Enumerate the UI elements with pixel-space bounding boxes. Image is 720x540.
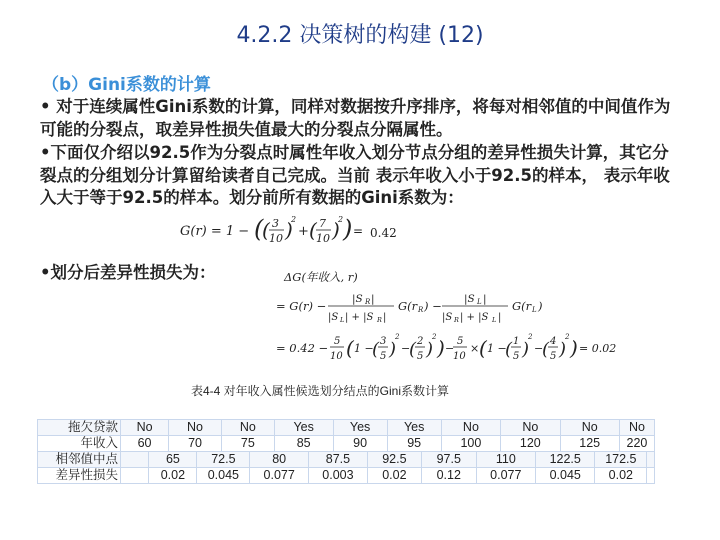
svg-text:2: 2 [395, 333, 400, 341]
svg-text:5: 5 [334, 336, 341, 347]
table-cell: 125 [560, 436, 619, 452]
svg-text:(: ( [505, 339, 513, 360]
table-cell-spacer [647, 468, 655, 484]
svg-text:): ) [343, 215, 353, 243]
svg-text:4: 4 [550, 336, 557, 347]
loss-formula-graphic [272, 268, 617, 368]
gini-table [37, 419, 655, 484]
svg-text:): ) [437, 336, 445, 360]
svg-text:): ) [389, 339, 397, 360]
svg-text:1 −: 1 − [354, 342, 374, 355]
table-row [38, 468, 655, 484]
svg-text:R: R [454, 316, 459, 324]
row-header: 相邻值中点 [38, 452, 121, 468]
svg-text:|: | [498, 312, 502, 323]
svg-text:(: ( [254, 215, 264, 243]
svg-text:): ) [426, 339, 434, 360]
table-cell: 90 [333, 436, 387, 452]
table-cell: 87.5 [309, 452, 368, 468]
table-cell: Yes [274, 420, 333, 436]
table-cell: 0.045 [197, 468, 250, 484]
table-cell: No [501, 420, 560, 436]
table-cell: 0.003 [309, 468, 368, 484]
table-cell: 97.5 [421, 452, 476, 468]
svg-text:R: R [377, 316, 382, 324]
svg-text:1: 1 [513, 336, 520, 347]
svg-text:2: 2 [338, 215, 344, 224]
row-header: 年收入 [38, 436, 121, 452]
svg-text:5: 5 [513, 351, 520, 362]
slide-title: 4.2.2 决策树的构建 (12) [236, 23, 484, 48]
table-cell: Yes [387, 420, 441, 436]
svg-text:G(r: G(r [398, 299, 418, 313]
svg-text:2: 2 [432, 333, 437, 341]
svg-text:|: | [483, 293, 487, 305]
table-cell: 72.5 [197, 452, 250, 468]
svg-text:|S: |S [328, 312, 339, 323]
svg-text:): ) [522, 339, 530, 360]
svg-text:3: 3 [272, 217, 279, 230]
svg-text:L: L [340, 316, 345, 324]
svg-text:2: 2 [565, 333, 570, 341]
svg-text:10: 10 [316, 232, 330, 245]
svg-text:R: R [365, 298, 371, 306]
row-header: 差异性损失 [38, 468, 121, 484]
table-cell: 0.02 [595, 468, 647, 484]
svg-text:7: 7 [319, 217, 326, 230]
table-cell: 220 [619, 436, 654, 452]
svg-text:−: − [534, 342, 544, 355]
table-row [38, 420, 655, 436]
table-cell: No [619, 420, 654, 436]
table-caption: 表4-4 对年收入属性候选划分结点的Gini系数计算 [190, 384, 450, 398]
svg-text:(: ( [309, 218, 317, 242]
gini-formula [180, 214, 370, 252]
table-cell: 0.02 [149, 468, 197, 484]
table-cell: 92.5 [367, 452, 421, 468]
table-cell-spacer [121, 452, 149, 468]
table-cell: No [169, 420, 222, 436]
svg-text:): ) [285, 218, 293, 242]
table-cell: 100 [441, 436, 500, 452]
svg-text:(: ( [542, 339, 550, 360]
svg-text:−: − [401, 342, 411, 355]
svg-text:1 −: 1 − [487, 342, 507, 355]
svg-text:|S: |S [352, 293, 363, 305]
svg-text:|S: |S [464, 293, 475, 305]
svg-text:10: 10 [269, 232, 283, 245]
svg-text:L: L [532, 306, 537, 314]
svg-text:) −: ) − [424, 299, 442, 313]
svg-text:5: 5 [550, 351, 557, 362]
table-cell: 122.5 [536, 452, 595, 468]
svg-text:| + |S: | + |S [460, 312, 489, 323]
svg-text:= 0.42 −: = 0.42 − [276, 341, 329, 355]
svg-text:G(r) = 1 −: G(r) = 1 − [180, 224, 250, 239]
loss-formula [272, 268, 617, 371]
table-cell: 95 [387, 436, 441, 452]
section-subtitle: （b）Gini系数的计算 [42, 75, 211, 95]
table-cell-spacer [647, 452, 655, 468]
svg-text:R: R [418, 306, 424, 314]
svg-text:= G(r) −: = G(r) − [276, 299, 327, 313]
svg-text:): ) [538, 299, 543, 313]
table-cell: 0.12 [421, 468, 476, 484]
table-cell: 85 [274, 436, 333, 452]
svg-text:): ) [332, 218, 340, 242]
table-cell: Yes [333, 420, 387, 436]
svg-text:5: 5 [380, 351, 387, 362]
paragraph-split-point: •下面仅介绍以92.5作为分裂点时属性年收入划分节点分组的差异性损失计算，其它分裂点的分组划分计算留给读者自己完成。当前 表示年收入小于92.5的样本， 表示年收入大于等于92.5的样本。划分前所有数据的Gini系数为： [40, 143, 670, 207]
svg-text:): ) [559, 339, 567, 360]
svg-text:−: − [445, 342, 455, 355]
table-cell: No [441, 420, 500, 436]
paragraph-loss: •划分后差异性损失为： [40, 263, 216, 282]
paragraph-continuous-attribute: • 对于连续属性Gini系数的计算，同样对数据按升序排序，将每对相邻值的中间值作为可能的分裂点，取差异性损失值最大的分裂点分隔属性。 [40, 97, 671, 139]
svg-text:10: 10 [453, 351, 466, 362]
svg-text:2: 2 [417, 336, 424, 347]
table-cell: No [560, 420, 619, 436]
table-cell: No [221, 420, 274, 436]
table-cell: 0.077 [250, 468, 309, 484]
svg-text:5: 5 [457, 336, 464, 347]
svg-text:ΔG(年收入, r): ΔG(年收入, r) [284, 270, 358, 284]
table-row [38, 436, 655, 452]
table-cell: 70 [169, 436, 222, 452]
svg-text:|: | [371, 293, 375, 305]
svg-text:2: 2 [528, 333, 533, 341]
table-cell: 110 [476, 452, 535, 468]
table-cell: 120 [501, 436, 560, 452]
table-cell: 65 [149, 452, 197, 468]
table-cell: 80 [250, 452, 309, 468]
table-cell: 0.077 [476, 468, 535, 484]
svg-text:(: ( [479, 336, 487, 360]
svg-text:5: 5 [417, 351, 424, 362]
table-cell: 0.045 [536, 468, 595, 484]
row-header: 拖欠贷款 [38, 420, 121, 436]
table-row [38, 452, 655, 468]
svg-text:): ) [570, 336, 578, 360]
gini-formula-graphic [180, 214, 370, 248]
gini-value: 0.42 [370, 226, 397, 240]
svg-text:|S: |S [442, 312, 453, 323]
table-cell: 172.5 [595, 452, 647, 468]
svg-text:(: ( [262, 218, 270, 242]
svg-text:(: ( [409, 339, 417, 360]
svg-text:×: × [470, 342, 480, 355]
svg-text:| + |S: | + |S [345, 312, 374, 323]
svg-text:L: L [492, 316, 497, 324]
svg-text:(: ( [372, 339, 380, 360]
svg-text:|: | [383, 312, 387, 323]
svg-text:G(r: G(r [512, 299, 532, 313]
svg-text:+: + [298, 224, 309, 239]
table-cell-spacer [121, 468, 149, 484]
svg-text:10: 10 [330, 351, 343, 362]
svg-text:2: 2 [291, 215, 297, 224]
table-cell: 75 [221, 436, 274, 452]
table-cell: No [121, 420, 169, 436]
svg-text:(: ( [346, 336, 354, 360]
table-cell: 60 [121, 436, 169, 452]
svg-text:= 0.02: = 0.02 [579, 342, 617, 355]
svg-text:=: = [353, 224, 364, 238]
svg-text:3: 3 [380, 336, 387, 347]
table-cell: 0.02 [367, 468, 421, 484]
svg-text:L: L [477, 298, 482, 306]
